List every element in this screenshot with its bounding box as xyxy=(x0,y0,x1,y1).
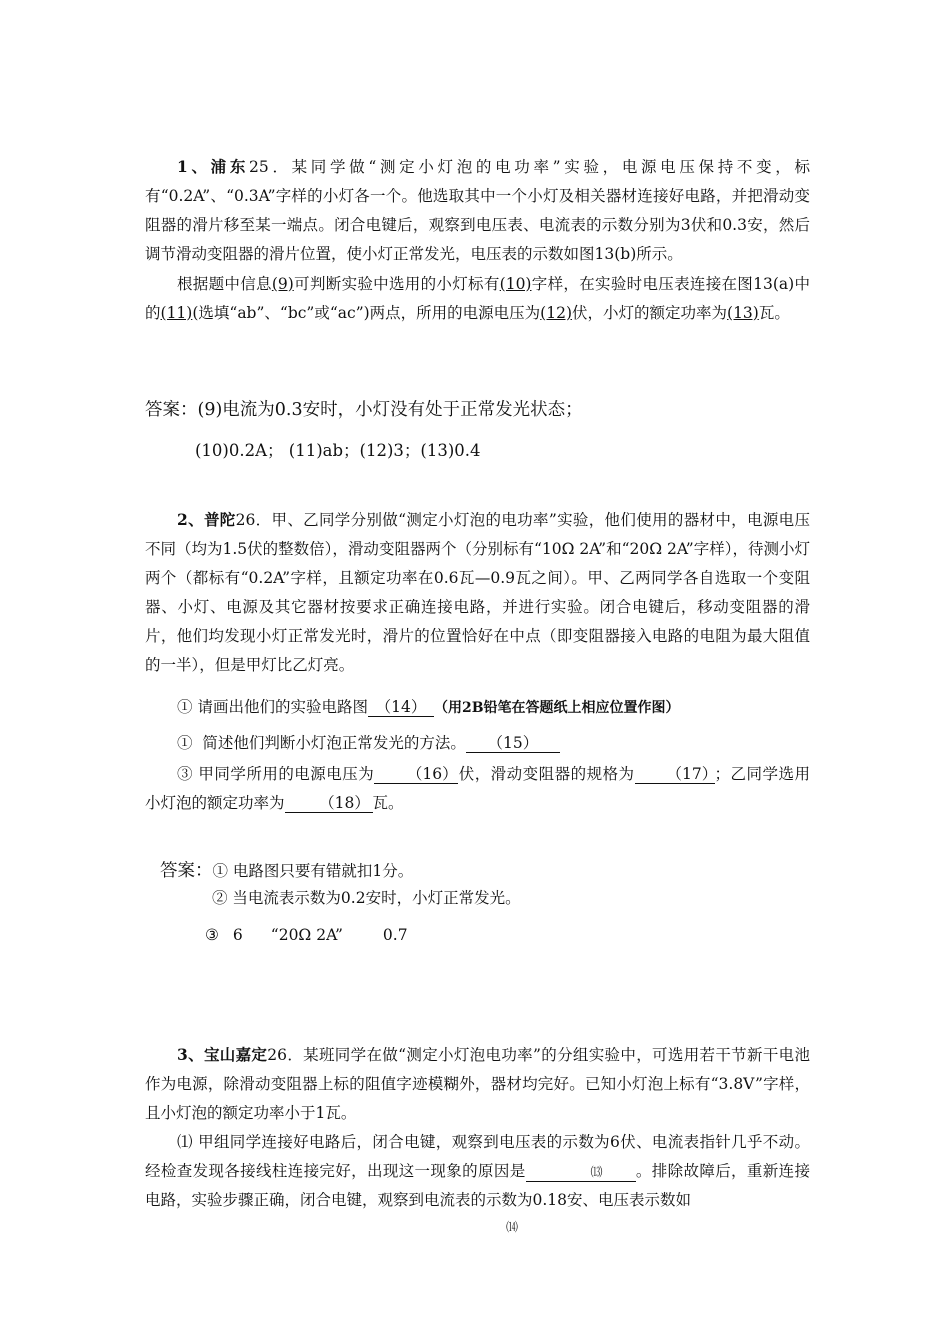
blank-10: (10) xyxy=(499,275,532,293)
q2-subq-1-note: （用2B铅笔在答题纸上相应位置作图） xyxy=(433,700,680,716)
q2-subq-3-text-a: 甲同学所用的电源电压为 xyxy=(198,765,375,783)
q1-paragraph-1 xyxy=(145,152,810,269)
q1-answer-line-2: (10)0.2A； (11)ab；(12)3；(13)0.4 xyxy=(195,441,481,460)
q1-text-a: 根据题中信息 xyxy=(177,275,272,293)
q3-text-b: 。排除故障后，重新连接电路，实验步骤正确，闭合电键，观察到电流表的示数为0.18安、电压表示数如 xyxy=(145,1162,810,1209)
q1-answer-label: 答案： xyxy=(145,400,198,420)
q1-answer-1: (9)电流为0.3安时，小灯没有处于正常发光状态； xyxy=(197,400,583,420)
blank-9: (9) xyxy=(271,275,294,293)
q2-subq-2 xyxy=(177,731,560,753)
q2-answer-2: ② 当电流表示数为0.2安时，小灯正常发光。 xyxy=(212,889,521,907)
q3-text: 26．某班同学在做“测定小灯泡电功率”的分组实验中，可选用若干节新干电池作为电源，除滑动变阻器上标的阻值字迹模糊外，器材均完好。已知小灯泡上标有“3.8V”字样，且小灯泡的额定功率小于1瓦。 xyxy=(145,1046,810,1122)
q3-paragraph-1 xyxy=(145,1040,810,1128)
blank-15: （15） xyxy=(466,734,560,753)
q1-paragraph-2 xyxy=(145,270,810,328)
q3-text-a: ⑴ 甲组同学连接好电路后，闭合电键，观察到电压表的示数为6伏、电流表指针几乎不动。经检查发现各接线柱连接完好，出现这一现象的原因是 xyxy=(145,1133,810,1180)
q2-answer-1: ① 电路图只要有错就扣1分。 xyxy=(212,862,414,880)
q2-answer-line-3 xyxy=(205,926,408,944)
blank-13-q3: ⒀ xyxy=(526,1163,636,1182)
q2-answer-3-value-3: 0.7 xyxy=(382,926,408,944)
blank-18: （18） xyxy=(285,794,373,813)
q2-paragraph-1 xyxy=(145,505,810,680)
q2-subq-3-text-c: ；乙同学选用小灯泡的额定功率为 xyxy=(145,765,810,812)
q2-answer-3-value-1: 6 xyxy=(232,926,243,944)
q1-answer-line-1 xyxy=(145,396,583,421)
q2-subq-1-text: 请画出他们的实验电路图 xyxy=(197,698,368,716)
q2-subq-3-text-b: 伏，滑动变阻器的规格为 xyxy=(458,765,635,783)
q2-answer-3-mark: ③ xyxy=(205,926,219,944)
blank-12: (12) xyxy=(540,304,572,322)
blank-16: （16） xyxy=(374,765,458,784)
q1-text-f: 瓦。 xyxy=(758,304,790,322)
q2-subq-1 xyxy=(177,695,680,717)
q1-text-d: (选填“ab”、“bc”或“ac”)两点，所用的电源电压为 xyxy=(192,304,541,322)
q2-subq-2-text: 简述他们判断小灯泡正常发光的方法。 xyxy=(202,734,466,752)
blank-14: （14） xyxy=(368,698,434,717)
q3-paragraph-2 xyxy=(145,1128,810,1215)
q2-subq-3 xyxy=(145,760,810,818)
q2-subq-2-mark: ① xyxy=(177,734,193,752)
q3-number: 3、宝山嘉定 xyxy=(177,1045,268,1064)
blank-17: （17） xyxy=(635,765,715,784)
q2-subq-3-text-d: 瓦。 xyxy=(372,794,404,812)
q1-text: 25．某同学做“测定小灯泡的电功率”实验，电源电压保持不变，标有“0.2A”、“0.3A”字样的小灯各一个。他选取其中一个小灯及相关器材连接好电路，并把滑动变阻器的滑片移至某一端点。闭合电键后，观察到电压表、电流表的示数分别为3伏和0.3安，然后调节滑动变阻器的滑片位置，使小灯正常发光，电压表的示数如图13(b)所示。 xyxy=(145,158,810,263)
q2-subq-3-mark: ③ xyxy=(177,765,193,783)
q2-answer-3-value-2: “20Ω 2A” xyxy=(270,926,343,944)
q1-text-b: 可判断实验中选用的小灯标有 xyxy=(293,275,500,293)
blank-11: (11) xyxy=(160,304,193,322)
q1-text-c: 字样，在实验时电压表连接在图13(a)中的 xyxy=(145,275,810,322)
blank-14-q3: ⒁ xyxy=(506,1220,519,1234)
q1-text-e: 伏，小灯的额定功率为 xyxy=(572,304,728,322)
q2-answer-line-1 xyxy=(160,857,413,882)
q2-answer-label: 答案： xyxy=(160,861,213,881)
q1-number: 1、浦东 xyxy=(177,157,250,176)
q2-subq-1-mark: ① xyxy=(177,698,193,716)
q2-number: 2、普陀 xyxy=(177,510,236,529)
blank-13: (13) xyxy=(727,304,759,322)
q2-text: 26．甲、乙同学分别做“测定小灯泡的电功率”实验，他们使用的器材中，电源电压不同（均为1.5伏的整数倍），滑动变阻器两个（分别标有“10Ω 2A”和“20Ω 2A”字样），待测小灯两个（都标有“0.2A”字样，且额定功率在0.6瓦—0.9瓦之间）。甲、乙两同学各自选取一个变阻器、小灯、电源及其它器材按要求正确连接电路，并进行实验。闭合电键后，移动变阻器的滑片，他们均发现小灯正常发光时，滑片的位置恰好在中点（即变阻器接入电路的电阻为最大阻值的一半），但是甲灯比乙灯亮。 xyxy=(145,511,810,674)
